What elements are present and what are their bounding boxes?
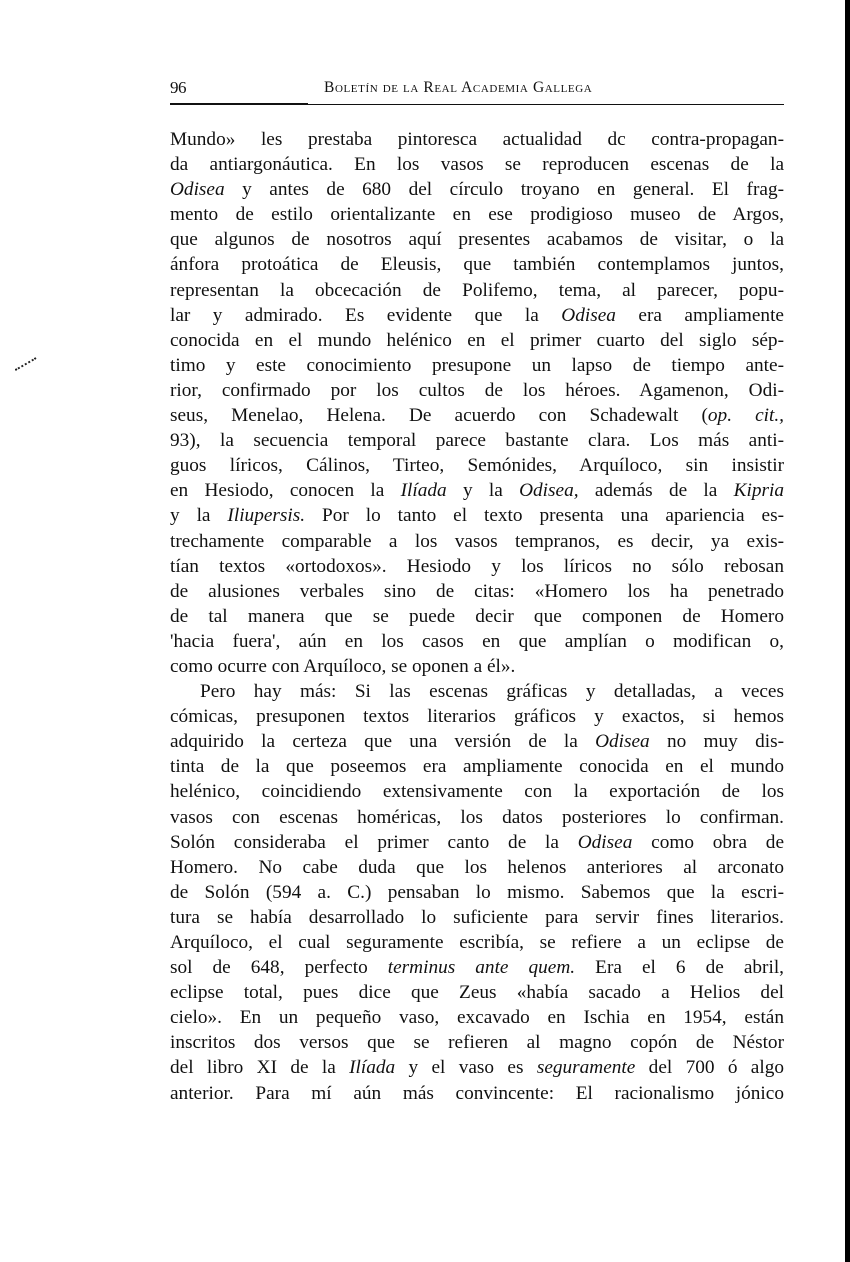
text-run: además de la (578, 480, 734, 502)
text-line (170, 905, 784, 930)
text-run: mento de estilo orientalizante en ese prodigioso museo de Argos, (170, 204, 784, 226)
text-line (170, 1055, 784, 1080)
text-line (170, 152, 784, 177)
text-run: y antes de 680 del círculo troyano en general. El frag- (224, 179, 784, 201)
text-run: cómicas, presuponen textos literarios gráficos y exactos, si hemos (170, 706, 784, 728)
text-line (170, 679, 784, 704)
text-run: y la (170, 505, 228, 527)
text-line (170, 1005, 784, 1030)
text-run: anterior. Para mí aún más convincente: El racionalismo jónico (170, 1082, 784, 1104)
italic-text: Kipria (733, 480, 784, 502)
text-line (170, 478, 784, 503)
text-run: Homero. No cabe duda que los helenos anteriores al arconato (170, 856, 784, 878)
page-header (170, 78, 784, 102)
text-run: y el vaso es (395, 1057, 537, 1079)
text-run: trechamente comparable a los vasos tempranos, es decir, ya exis- (170, 530, 784, 552)
text-run: era ampliamente (615, 304, 784, 326)
text-line (170, 453, 784, 478)
scan-edge-shadow (845, 0, 850, 1262)
text-run: y la (446, 480, 520, 502)
italic-text: seguramente (536, 1057, 636, 1079)
text-line (170, 704, 784, 729)
text-run: inscritos dos versos que se refieren al magno copón de Néstor (170, 1032, 784, 1054)
text-line (170, 403, 784, 428)
text-line (170, 629, 784, 654)
text-run: Era el 6 de abril, (575, 957, 784, 979)
italic-text: terminus ante quem. (387, 957, 576, 979)
text-run: conocida en el mundo helénico en el primer cuarto del siglo sép- (170, 329, 784, 351)
text-run: representan la obcecación de Polifemo, tema, al parecer, popu- (170, 279, 784, 301)
text-run: en Hesiodo, conocen la (170, 480, 401, 502)
text-line (170, 378, 784, 403)
text-run: Arquíloco, el cual seguramente escribía, se refiere a un eclipse de (170, 932, 784, 953)
text-line (170, 252, 784, 277)
text-run: como obra de (632, 831, 784, 853)
text-run: Por lo tanto el texto presenta una apariencia es- (305, 505, 785, 527)
text-run: de alusiones verbales sino de citas: «Homero los ha penetrado (170, 580, 784, 602)
text-line (170, 779, 784, 804)
text-line (170, 980, 784, 1005)
italic-text: Odisea, (519, 480, 579, 502)
text-run: cielo». En un pequeño vaso, excavado en Ischia en 1954, están (170, 1007, 784, 1029)
text-line (170, 529, 784, 554)
text-line (170, 805, 784, 830)
text-run: Solón consideraba el primer canto de la (170, 831, 578, 853)
text-run: helénico, coincidiendo extensivamente con la exportación de los (170, 781, 784, 803)
text-line (170, 503, 784, 528)
running-head: Boletín de la Real Academia Gallega (324, 79, 593, 96)
text-run: guos líricos, Cálinos, Tirteo, Semónides, Arquíloco, sin insistir (170, 455, 784, 477)
italic-text: Odisea (170, 179, 225, 201)
italic-text: Odisea (561, 304, 616, 326)
text-run: como ocurre con Arquíloco, se oponen a él». (170, 655, 516, 677)
italic-text: Odisea (577, 831, 633, 853)
text-run: tinta de la que poseemos era ampliamente conocida en el mundo (170, 756, 784, 778)
text-line (170, 1081, 784, 1106)
text-run: eclipse total, pues dice que Zeus «había sacado a Helios del (170, 982, 784, 1004)
text-run: lar y admirado. Es evidente que la (170, 304, 562, 326)
body-text (170, 127, 784, 1106)
text-run: del 700 ó algo (635, 1057, 784, 1079)
text-line (170, 227, 784, 252)
text-line (170, 754, 784, 779)
text-run: timo y este conocimiento presupone un lapso de tiempo ante- (170, 354, 784, 376)
text-run: tura se había desarrollado lo suficiente para servir fines literarios. (170, 906, 784, 928)
page-number: 96 (170, 78, 186, 97)
text-line (170, 177, 784, 202)
italic-text: op. cit., (707, 405, 784, 427)
italic-text: Odisea (595, 731, 650, 753)
text-line (170, 579, 784, 604)
text-run: del libro XI de la (170, 1057, 350, 1079)
text-line (170, 428, 784, 453)
text-run: que algunos de nosotros aquí presentes acabamos de visitar, o la (170, 229, 784, 251)
text-line (170, 328, 784, 353)
text-run: adquirido la certeza que una versión de la (170, 731, 596, 753)
text-line (170, 955, 784, 980)
text-run: tían textos «ortodoxos». Hesiodo y los líricos no sólo rebosan (170, 555, 784, 577)
text-run: vasos con escenas homéricas, los datos posteriores lo confirman. (170, 806, 784, 828)
text-run: 'hacia fuera', aún en los casos en que amplían o modifican o, (170, 630, 784, 652)
text-line (170, 554, 784, 579)
text-run: no muy dis- (649, 731, 784, 753)
text-run: sol de 648, perfecto (170, 957, 388, 979)
text-run: de tal manera que se puede decir que componen de Homero (170, 605, 784, 627)
text-run: seus, Menelao, Helena. De acuerdo con Schadewalt ( (170, 405, 708, 427)
text-line (170, 729, 784, 754)
text-run: de Solón (594 a. C.) pensaban lo mismo. Sabemos que la escri- (170, 881, 784, 903)
text-run: Mundo» les prestaba pintoresca actualidad dc contra-propagan- (170, 129, 784, 150)
italic-text: Ilíada (349, 1057, 396, 1079)
text-line (170, 604, 784, 629)
text-run: da antiargonáutica. En los vasos se reproducen escenas de la (170, 154, 784, 176)
text-line (170, 127, 784, 152)
text-line (170, 1030, 784, 1055)
italic-text: Iliupersis. (227, 505, 306, 527)
text-line (170, 303, 784, 328)
text-line (170, 930, 784, 955)
text-line (170, 880, 784, 905)
text-line (170, 855, 784, 880)
text-line (170, 830, 784, 855)
text-run: Pero hay más: Si las escenas gráficas y detalladas, a veces (200, 681, 784, 703)
header-rule (170, 104, 784, 105)
text-run: ánfora protoática de Eleusis, que también contemplamos juntos, (170, 254, 784, 276)
text-run: rior, confirmado por los cultos de los héroes. Agamenon, Odi- (170, 379, 784, 401)
text-run: 93), la secuencia temporal parece bastante clara. Los más anti- (170, 430, 784, 452)
text-line (170, 353, 784, 378)
text-line (170, 654, 784, 679)
text-line (170, 278, 784, 303)
margin-mark (15, 357, 37, 372)
italic-text: Ilíada (400, 480, 447, 502)
text-line (170, 202, 784, 227)
